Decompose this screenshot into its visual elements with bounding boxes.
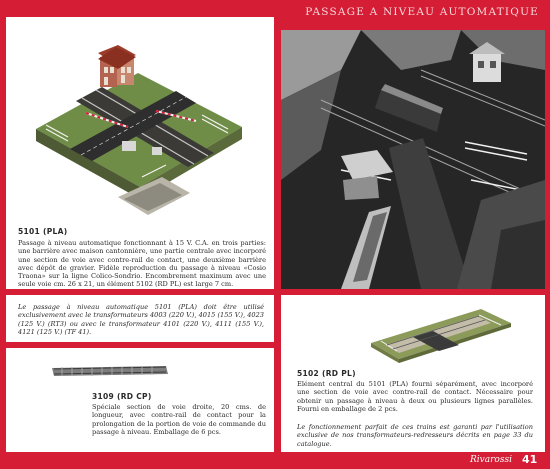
layout-photo-image bbox=[281, 30, 545, 289]
code-3109: 3109 (RD CP) bbox=[92, 392, 152, 401]
page-title: PASSAGE A NIVEAU AUTOMATIQUE bbox=[305, 6, 539, 18]
level-crossing-illustration bbox=[6, 17, 274, 222]
transformer-note: Le passage à niveau automatique 5101 (PLA) doit être utilisé exclusivement avec le transformateurs 4003 (220 V.), 4015 (155 V.), 4023 (125 V.) (RT3) ou avec le transformateur 4101 (220 V.), 4111 (155 V.), 4121 (125 V.) (TF 41). bbox=[18, 303, 264, 336]
central-element-illustration bbox=[281, 295, 545, 365]
description-5101: Passage à niveau automatique fonctionnant à 15 V. C.A. en trois parties: une barrière avec maison cantonnière, une partie centrale avec incorporé une section de voie avec contre-rail de contact, une deuxième barrière avec dépôt de gravier. Fidèle reproduction du passage à niveau «Cosio Traona» sur la ligne Colico-Sondrio. Encombrement maximum avec une seule voie cm. 26 x 21, un élément 5102 (RD PL) est large 7 cm. bbox=[18, 239, 266, 289]
layout-photo bbox=[281, 30, 545, 289]
product-panel-5101 bbox=[6, 17, 274, 289]
code-5101: 5101 (PLA) bbox=[18, 227, 68, 236]
transformer-note-panel bbox=[6, 295, 274, 342]
description-3109: Spéciale section de voie droite, 20 cms. de longueur, avec contre-rail de contact pour la prolongation de la portion de voie de commande du passage à niveau. Emballage de 6 pcs. bbox=[92, 403, 266, 436]
code-5102: 5102 (RD PL) bbox=[297, 369, 356, 378]
straight-track-illustration bbox=[6, 360, 274, 390]
product-panel-5102 bbox=[281, 295, 545, 452]
brand-logo: Rivarossi bbox=[470, 455, 512, 465]
description-5102: Elément central du 5101 (PLA) fourni séparément, avec incorporé une section de voie avec contre-rail de contact. Nécessaire pour obtenir un passage à niveau à deux ou plusieurs lignes parallèles. Fourni en emballage de 2 pcs. bbox=[297, 380, 533, 413]
guarantee-note: Le fonctionnement parfait de ces trains est garanti par l'utilisation exclusive de nos transformateurs-redresseurs décrits en page 33 du catalogue. bbox=[297, 423, 533, 448]
page-number: 41 bbox=[522, 453, 538, 466]
product-panel-3109 bbox=[6, 348, 274, 452]
